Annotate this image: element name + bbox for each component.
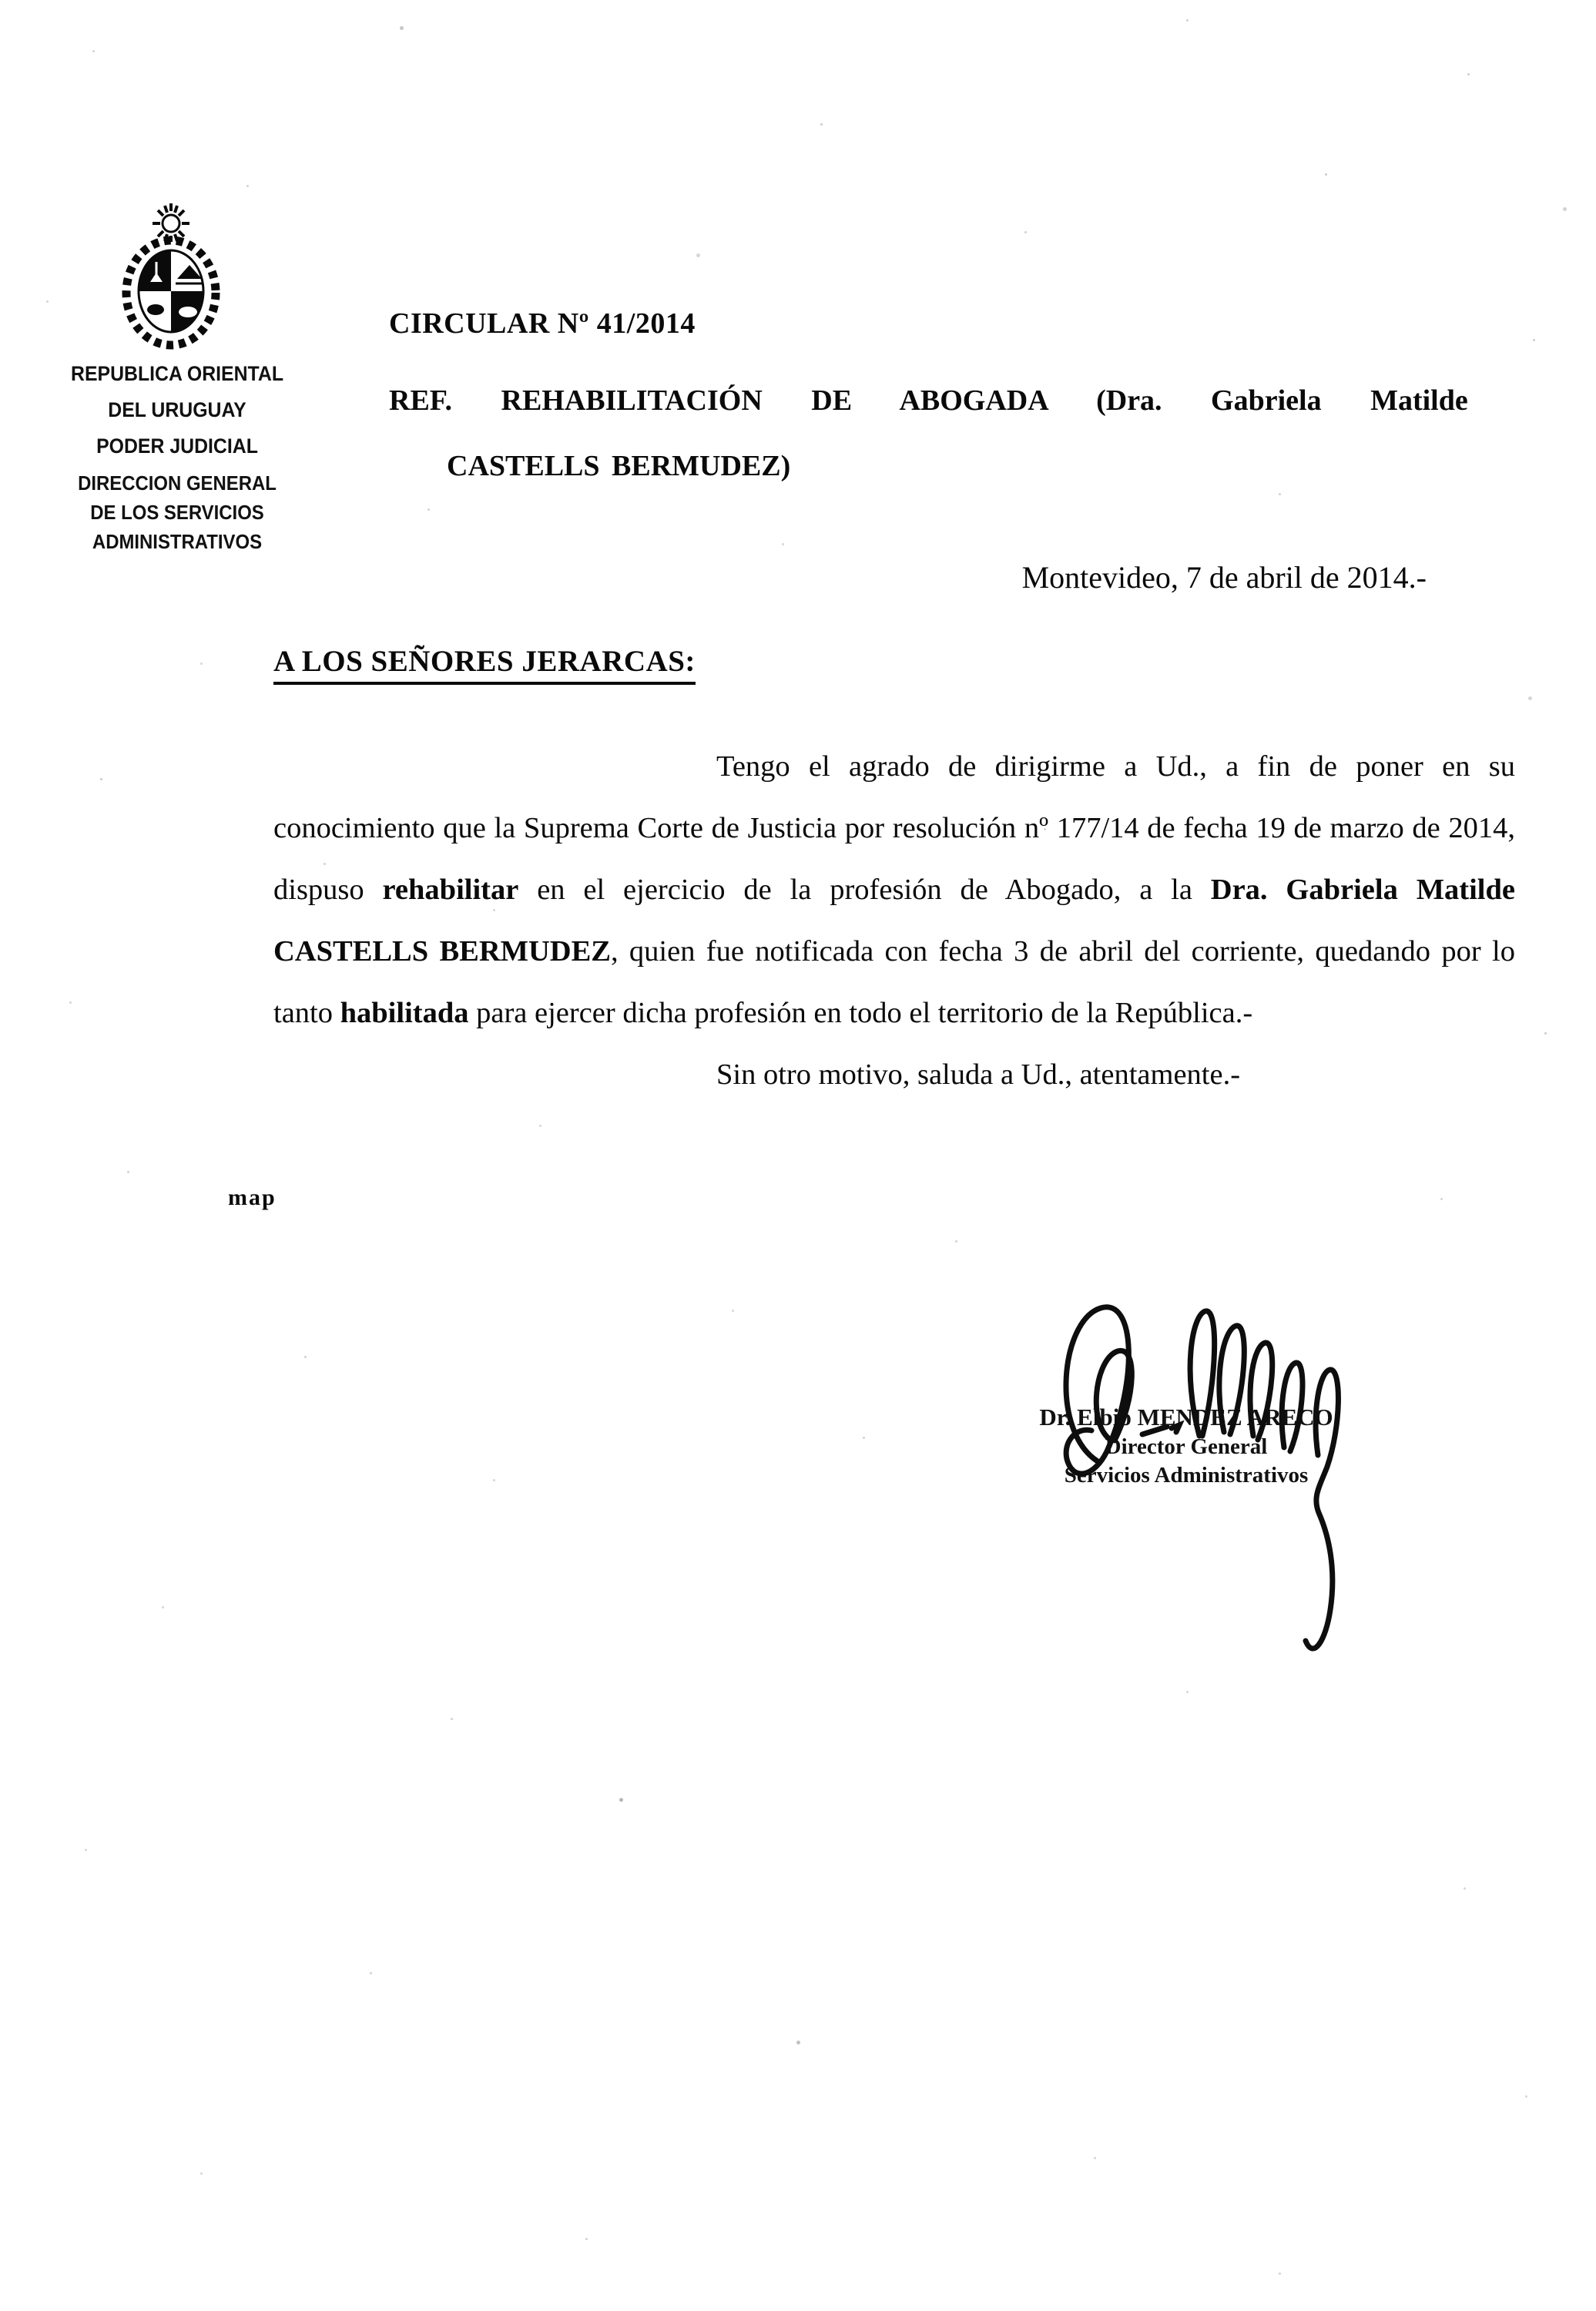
- reference-line-1: REF. REHABILITACIÓN DE ABOGADA (Dra. Gabriela Matilde: [389, 384, 1468, 417]
- signer-title: Director General: [1105, 1434, 1268, 1459]
- body-text: , quien fue notificada con fecha 3 de abril del corriente, quedando por lo tanto: [273, 935, 1515, 1029]
- body-text: para ejercer dicha profesión en todo el territorio de la República.-: [468, 997, 1253, 1029]
- letterhead-line: PODER JUDICIAL: [96, 434, 258, 458]
- salutation: A LOS SEÑORES JERARCAS:: [273, 644, 696, 679]
- uruguay-coat-of-arms-icon: [116, 200, 227, 353]
- signer-office: Servicios Administrativos: [1064, 1463, 1309, 1488]
- letterhead-line: DEL URUGUAY: [108, 398, 246, 421]
- typist-initials: map: [228, 1185, 277, 1210]
- letterhead-line: REPUBLICA ORIENTAL: [71, 362, 283, 385]
- letterhead-line: DIRECCION GENERAL: [78, 471, 277, 495]
- signer-name: Dr. Elbio MENDEZ ARECO: [1039, 1404, 1333, 1431]
- body-text: en el ejercicio de la profesión de Abogado, a la: [518, 874, 1211, 906]
- dateline: Montevideo, 7 de abril de 2014.-: [1021, 560, 1427, 595]
- body-paragraph: [273, 736, 1515, 1044]
- scan-noise: [0, 0, 2, 2]
- body-bold-rehabilitar: rehabilitar: [382, 874, 519, 906]
- body-bold-habilitada: habilitada: [340, 997, 469, 1029]
- letterhead-dept: [28, 468, 326, 556]
- closing-line: Sin otro motivo, saluda a Ud., atentamente.-: [716, 1058, 1241, 1091]
- letterhead-line: ADMINISTRATIVOS: [92, 530, 263, 553]
- letterhead-org: [28, 356, 326, 465]
- letter-body: [273, 736, 1515, 1105]
- reference-subject: [389, 368, 1537, 499]
- letterhead-line: DE LOS SERVICIOS: [90, 501, 264, 524]
- circular-number: CIRCULAR Nº 41/2014: [389, 307, 696, 340]
- reference-line-2: CASTELLS BERMUDEZ): [447, 450, 791, 482]
- body-bold-name: Dra. Gabriela Matilde CASTELLS BERMUDEZ: [273, 874, 1515, 968]
- signature-block: [986, 1402, 1386, 1489]
- body-text: Tengo el agrado de dirigirme a Ud., a fin de poner en su conocimiento que la Suprema Corte de Justicia por resolución nº 177/14 de fecha 19 de marzo de 2014, dispuso: [273, 750, 1515, 906]
